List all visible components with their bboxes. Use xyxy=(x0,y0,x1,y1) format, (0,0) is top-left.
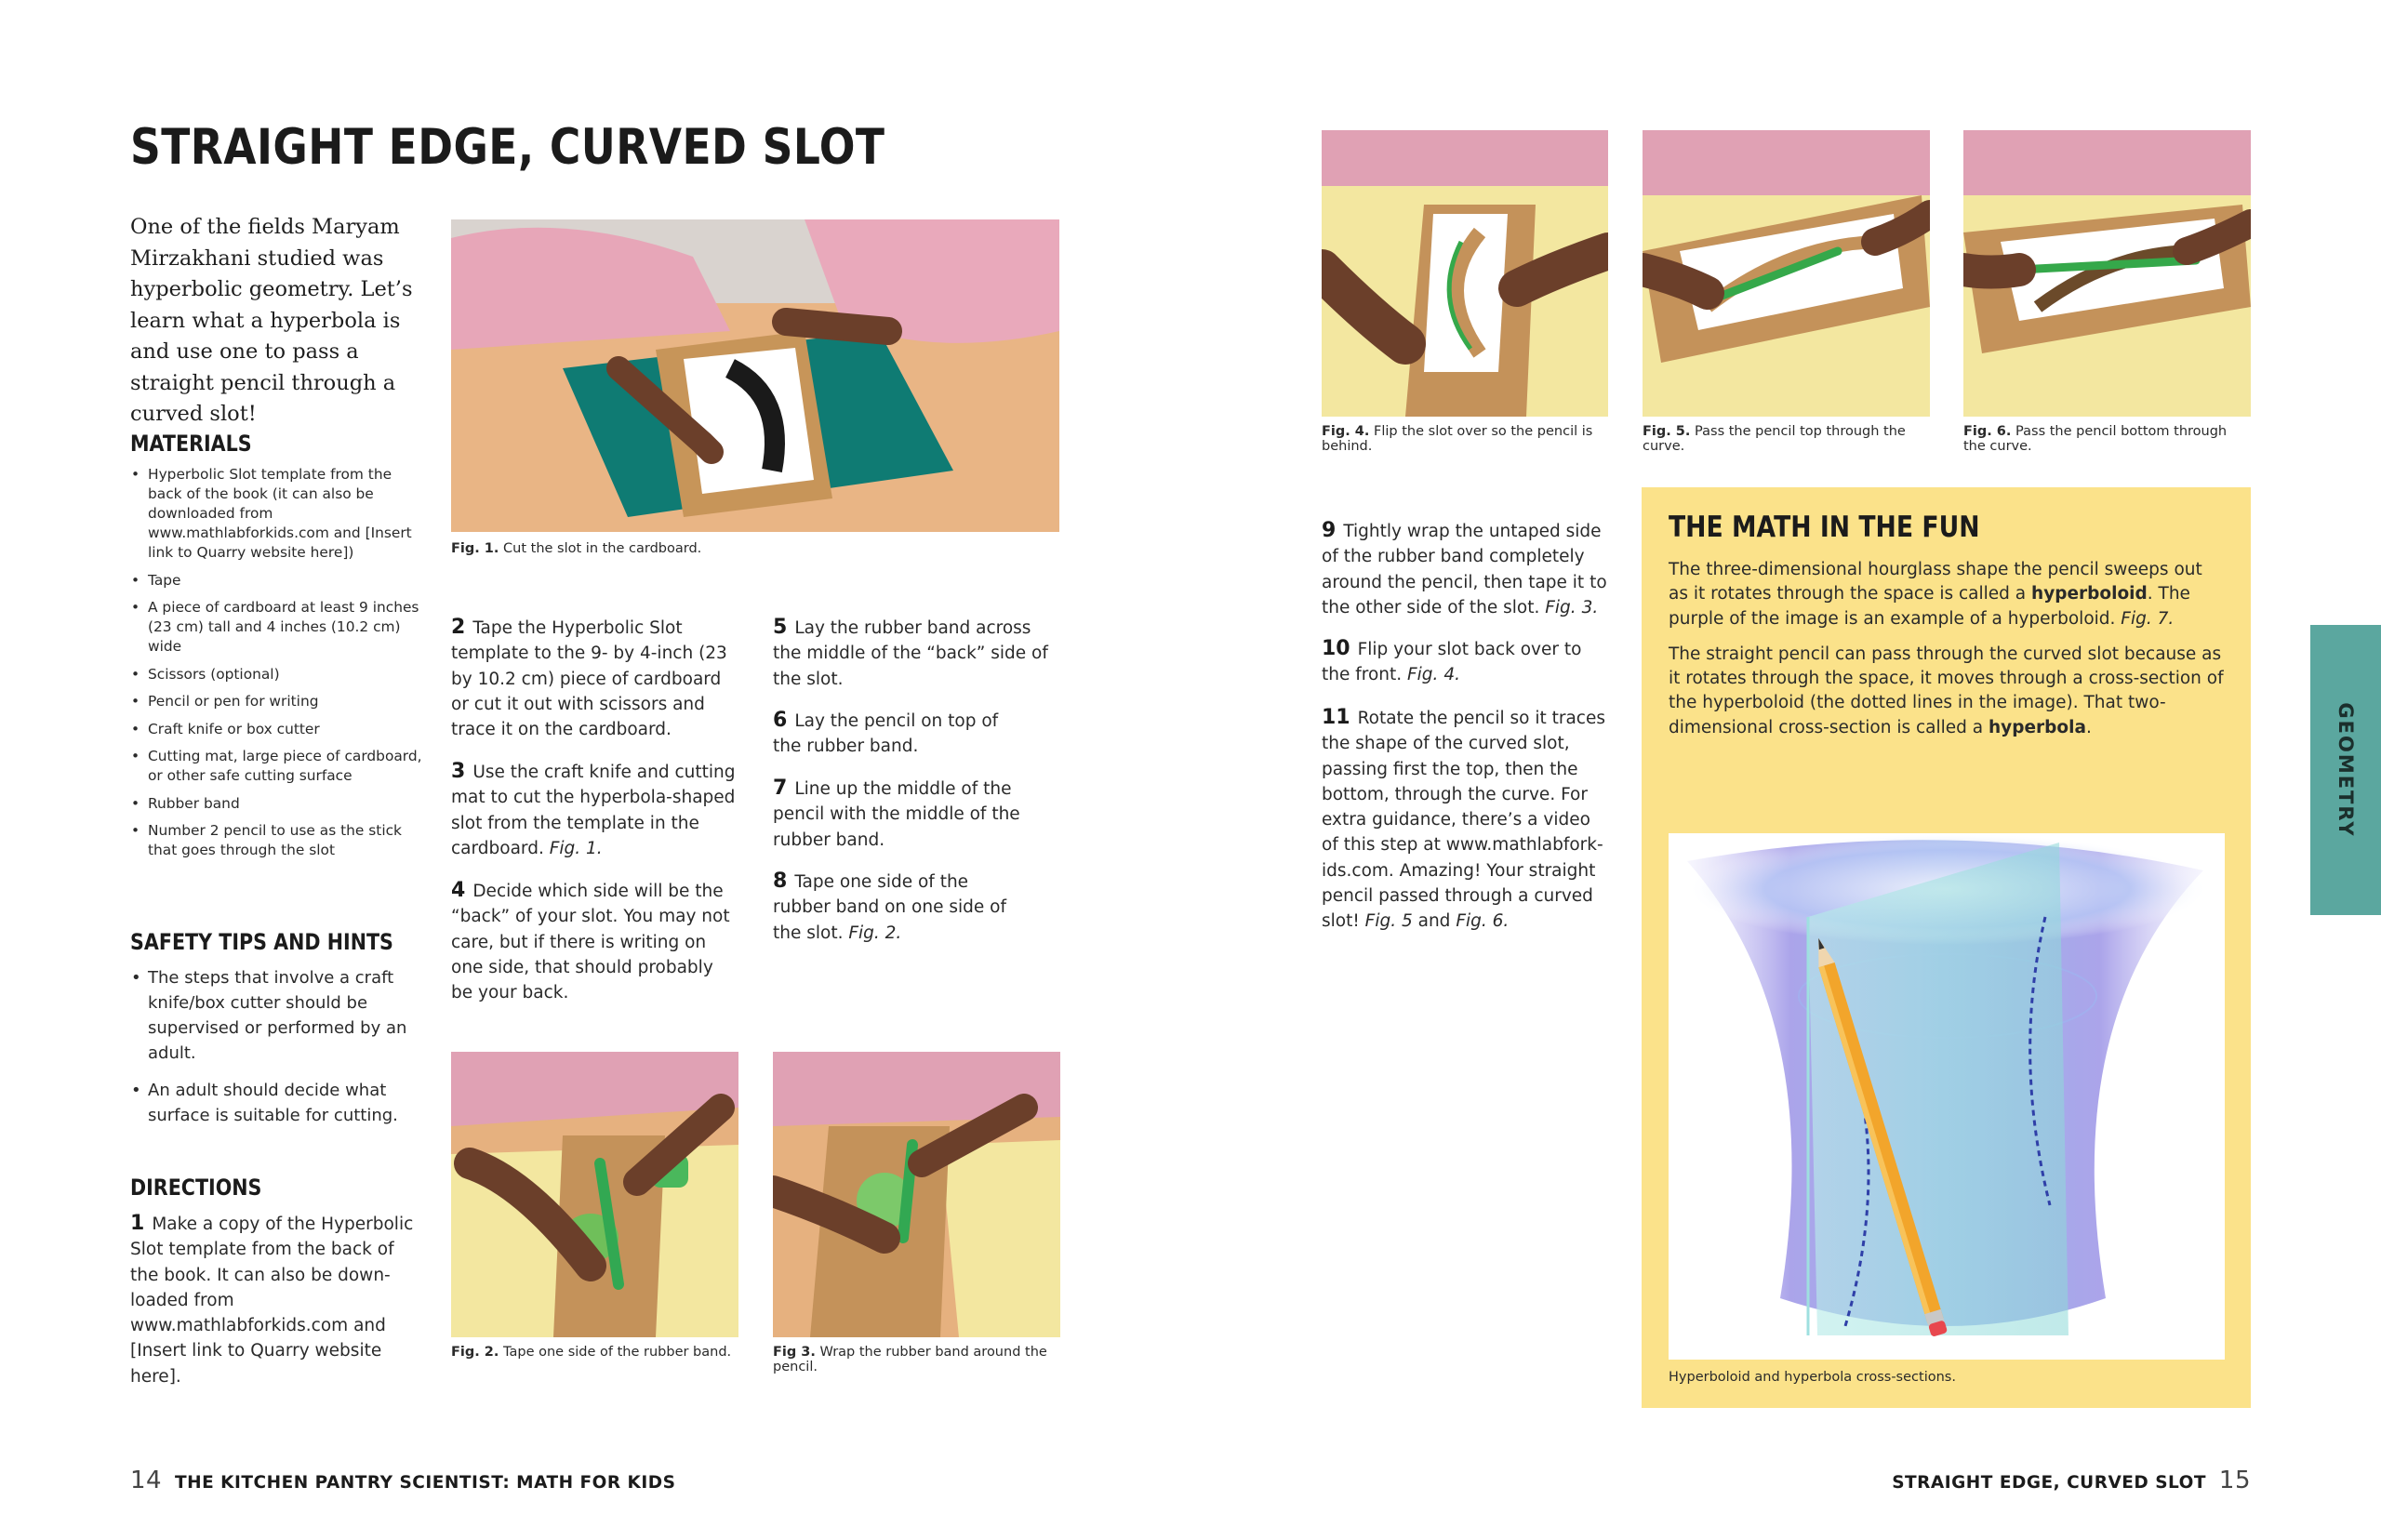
list-item: • An adult should decide what surface is suitable for cutting. xyxy=(130,1078,419,1128)
step-6: 6 Lay the pencil on top of the rubber band. xyxy=(773,709,999,757)
page-number: 14 xyxy=(130,1467,163,1494)
step-4: 4 Decide which side will be the “back” of your slot. You may not care, but if there is writing on one side, that should probably be your back. xyxy=(451,879,730,1003)
hyperboloid-diagram xyxy=(1669,833,2225,1360)
list-item: • Hyperbolic Slot template from the back of the book (it can also be downloaded from www.mathlabforkids.com and [Insert link to Quarry website here]) xyxy=(130,465,428,563)
materials-list xyxy=(130,465,428,869)
fig1-illustration xyxy=(451,219,1059,532)
page-title: STRAIGHT EDGE, CURVED SLOT xyxy=(130,119,885,176)
page-number: 15 xyxy=(2218,1467,2251,1494)
safety-list xyxy=(130,965,419,1140)
fig1-caption: Fig. 1. Cut the slot in the cardboard. xyxy=(451,541,702,556)
math-box-paragraph-1: The three-dimensional hourglass shape the pencil sweeps out as it rotates through the space is called a hyperboloid. The purple of the image is an example of a hyperboloid. Fig. 7. xyxy=(1669,560,2202,629)
step-9: 9 Tightly wrap the untaped side of the rubber band completely around the pencil, then tape it to the other side of the slot. Fig. 3. xyxy=(1322,519,1607,617)
step-3: 3 Use the craft knife and cutting mat to cut the hyperbola-shaped slot from the template in the cardboard. Fig. 1. xyxy=(451,760,736,858)
list-item: • Rubber band xyxy=(130,794,428,814)
step-2: 2 Tape the Hyperbolic Slot template to the 9- by 4-inch (23 by 10.2 cm) piece of cardboard or cut it out with scissors and trace it on the cardboard. xyxy=(451,616,727,740)
step-text: Make a copy of the Hyperbolic Slot template from the back of the book. It can also be down-loaded from www.mathlabforkids.com and [Insert link to Quarry website here]. xyxy=(130,1215,414,1387)
list-item: • A piece of cardboard at least 9 inches (23 cm) tall and 4 inches (10.2 cm) wide xyxy=(130,598,428,657)
fig4-caption: Fig. 4. Flip the slot over so the pencil is behind. xyxy=(1322,424,1593,454)
footer-right xyxy=(1892,1467,2251,1494)
hyperboloid-caption: Hyperboloid and hyperbola cross-sections. xyxy=(1669,1370,1956,1385)
fig3-photo xyxy=(773,1052,1060,1337)
side-tab-label: GEOMETRY xyxy=(2334,702,2357,838)
list-item: • Number 2 pencil to use as the stick that goes through the slot xyxy=(130,821,428,860)
step-8: 8 Tape one side of the rubber band on one side of the slot. Fig. 2. xyxy=(773,870,1006,943)
section-tab-geometry xyxy=(2310,625,2381,915)
safety-heading: SAFETY TIPS AND HINTS xyxy=(130,929,393,955)
fig5-caption: Fig. 5. Pass the pencil top through the curve. xyxy=(1643,424,1906,454)
math-box-paragraph-2: The straight pencil can pass through the curved slot because as it rotates through the space, it moves through a cross-section of the hyperboloid (the dotted lines in the image). That two-dimensional cross-section is called a hyperbola. xyxy=(1669,644,2224,737)
list-item: • Craft knife or box cutter xyxy=(130,720,428,739)
math-box-text xyxy=(1669,558,2227,751)
fig2-illustration xyxy=(451,1052,738,1337)
hyperboloid-illustration xyxy=(1669,833,2225,1360)
math-box-title: THE MATH IN THE FUN xyxy=(1669,511,1980,544)
list-item: • Tape xyxy=(130,571,428,591)
list-item: • Scissors (optional) xyxy=(130,665,428,684)
list-item: • Cutting mat, large piece of cardboard, or other safe cutting surface xyxy=(130,747,428,786)
fig6-illustration xyxy=(1963,130,2251,417)
fig6-caption: Fig. 6. Pass the pencil bottom through the curve. xyxy=(1963,424,2228,454)
fig4-photo xyxy=(1322,130,1608,417)
materials-heading: MATERIALS xyxy=(130,431,252,457)
fig4-illustration xyxy=(1322,130,1608,417)
fig5-photo xyxy=(1643,130,1930,417)
directions-heading: DIRECTIONS xyxy=(130,1175,262,1201)
fig3-caption: Fig 3. Wrap the rubber band around the pencil. xyxy=(773,1345,1047,1374)
step-10: 10 Flip your slot back over to the front. Fig. 4. xyxy=(1322,637,1582,685)
fig5-illustration xyxy=(1643,130,1930,417)
step-11: 11 Rotate the pencil so it traces the shape of the curved slot, passing first the top, then the bottom, through the curve. For extra guidance, there’s a video of this step at www.mathlabfork-ids.com. Amazing! Your straight pencil passed through a curved slot! Fig. 5 and Fig. 6. xyxy=(1322,706,1605,932)
fig2-photo xyxy=(451,1052,738,1337)
fig1-photo xyxy=(451,219,1059,532)
step-number: 1 xyxy=(130,1212,145,1235)
list-item: • Pencil or pen for writing xyxy=(130,692,428,711)
list-item: • The steps that involve a craft knife/box cutter should be supervised or performed by an adult. xyxy=(130,965,419,1066)
running-title: STRAIGHT EDGE, CURVED SLOT xyxy=(1892,1473,2207,1493)
fig3-illustration xyxy=(773,1052,1060,1337)
step-5: 5 Lay the rubber band across the middle of the “back” side of the slot. xyxy=(773,616,1048,689)
step-1 xyxy=(130,1211,423,1389)
fig6-photo xyxy=(1963,130,2251,417)
footer-left xyxy=(130,1467,675,1494)
running-title: THE KITCHEN PANTRY SCIENTIST: MATH FOR KIDS xyxy=(174,1473,676,1493)
intro-paragraph: One of the fields Maryam Mirzakhani studied was hyperbolic geometry. Let’s learn what a hyperbola is and use one to pass a straight pencil through a curved slot! xyxy=(130,215,413,426)
step-7: 7 Line up the middle of the pencil with the middle of the rubber band. xyxy=(773,777,1020,850)
fig2-caption: Fig. 2. Tape one side of the rubber band. xyxy=(451,1345,732,1360)
